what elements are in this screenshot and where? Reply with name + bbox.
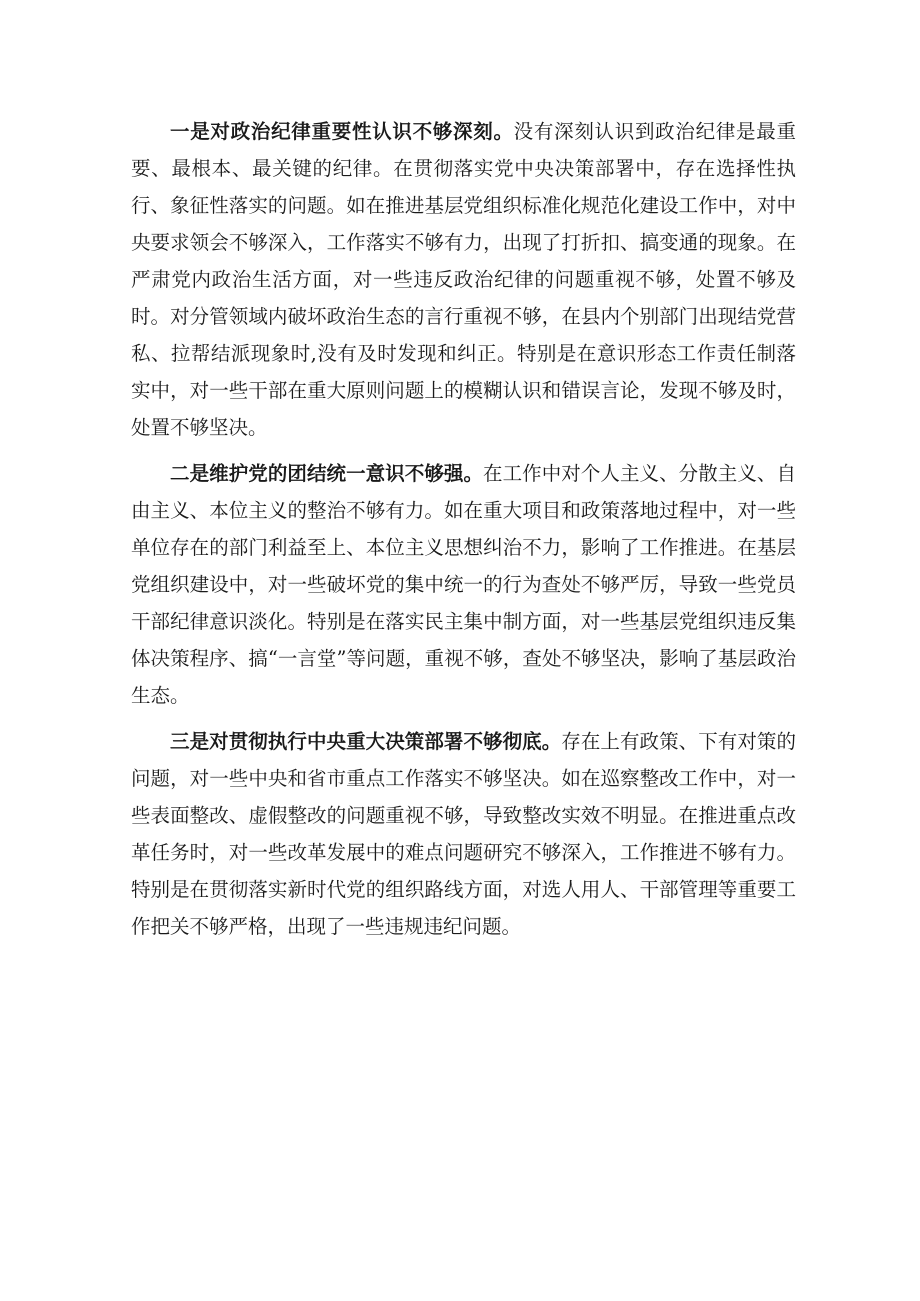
paragraph-1-heading: 一是对政治纪律重要性认识不够深刻。 — [170, 120, 514, 143]
paragraph-1 — [131, 113, 796, 446]
paragraph-3-heading: 三是对贯彻执行中央重大决策部署不够彻底。 — [170, 730, 562, 753]
paragraph-2-text: 在工作中对个人主义、分散主义、自由主义、本位主义的整治不够有力。如在重大项目和政策落地过程中，对一些单位存在的部门利益至上、本位主义思想纠治不力，影响了工作推进。在基层党组织建设中，对一些破坏党的集中统一的行为查处不够严厉，导致一些党员干部纪律意识淡化。特别是在落实民主集中制方面，对一些基层党组织违反集体决策程序、搞“一言堂”等问题，重视不够，查处不够坚决，影响了基层政治生态。 — [131, 462, 796, 707]
paragraph-1-text: 没有深刻认识到政治纪律是最重要、最根本、最关键的纪律。在贯彻落实党中央决策部署中，存在选择性执行、象征性落实的问题。如在推进基层党组织标准化规范化建设工作中，对中央要求领会不够深入，工作落实不够有力，出现了打折扣、搞变通的现象。在严肃党内政治生活方面，对一些违反政治纪律的问题重视不够，处置不够及时。对分管领域内破坏政治生态的言行重视不够，在县内个别部门出现结党营私、拉帮结派现象时,没有及时发现和纠正。特别是在意识形态工作责任制落实中，对一些干部在重大原则问题上的模糊认识和错误言论，发现不够及时，处置不够坚决。 — [131, 120, 796, 439]
paragraph-2 — [131, 455, 796, 714]
paragraph-3-text: 存在上有政策、下有对策的问题，对一些中央和省市重点工作落实不够坚决。如在巡察整改工作中，对一些表面整改、虚假整改的问题重视不够，导致整改实效不明显。在推进重点改革任务时，对一些改革发展中的难点问题研究不够深入，工作推进不够有力。特别是在贯彻落实新时代党的组织路线方面，对选人用人、干部管理等重要工作把关不够严格，出现了一些违规违纪问题。 — [131, 730, 796, 938]
paragraph-3 — [131, 723, 796, 945]
document-body — [131, 113, 796, 954]
paragraph-2-heading: 二是维护党的团结统一意识不够强。 — [170, 462, 484, 485]
